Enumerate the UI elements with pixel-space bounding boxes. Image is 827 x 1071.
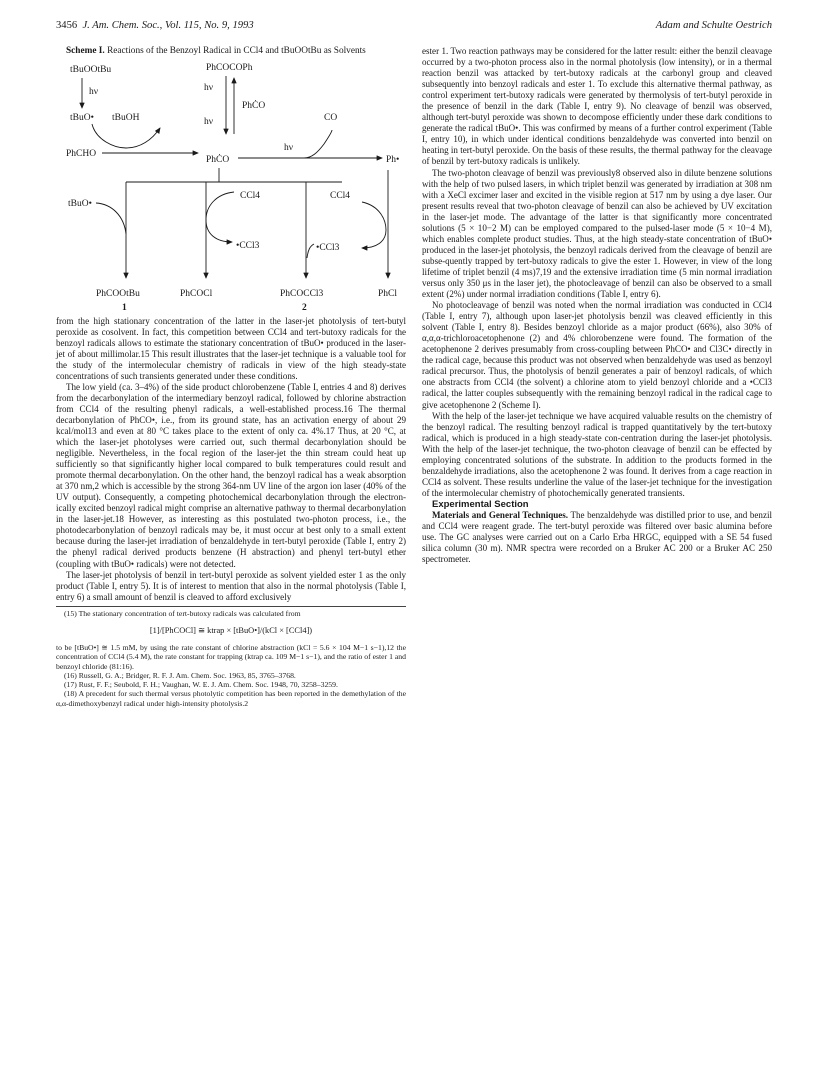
scheme-phco-reverse: PhĊO: [242, 100, 266, 111]
journal-citation: J. Am. Chem. Soc., Vol. 115, No. 9, 1993: [82, 20, 254, 31]
experimental-body: The benzaldehyde was distilled prior to use, and benzil and CCl4 were reagent grade. The tert-butyl peroxide was filtered over basic alumina before use. The GC analyses were carried out on a Carlo Erba HRGC, equipped with a SE 54 fused silica column (30 m). NMR spectra were recorded on a Bruker AC 200 or a Bruker AC 250 spectrometer.: [422, 509, 772, 565]
left-paragraph: The laser-jet photolysis of benzil in tert-butyl peroxide as solvent yielded ester 1 as the only product (Table I, entry 5). It is of interest to mention that also in the normal photolysis (Table I, entry 6) a small amount of benzil is cleaved to afford exclusively: [56, 569, 406, 602]
section-heading: Experimental Section: [432, 498, 529, 510]
scheme-peroxide: tBuOOtBu: [70, 64, 112, 75]
scheme-product-chloride: PhCOCl: [180, 288, 213, 299]
header-left: [56, 20, 254, 31]
scheme-tbuo-radical-top: tBuO•: [70, 112, 94, 123]
scheme-tbuo-radical-mid: tBuO•: [68, 198, 92, 209]
scheme-benzaldehyde: PhCHO: [66, 148, 97, 159]
footnote-18: (18) A precedent for such thermal versus photolytic competition has been reported in the demethylation of the α,α-dimethoxybenzyl radical under high-intensity photolysis.2: [56, 689, 406, 708]
scheme-product-acetophenone: PhCOCCl3: [280, 288, 324, 299]
right-paragraph: With the help of the laser-jet technique we have acquired valuable results on the chemistry of the benzoyl radical. The resulting benzoyl radical is trapped quantitatively by the tert-butoxy radical, which is produced in a high steady-state con-centration during the laser-jet photolysis. With the help of the laser-jet technique, the two-photon cleavage of benzil can be effected by employing concentrated solutions of the substrate. In addition to the products formed in the benzaldehyde irradiations, also the acetophenone 2 was found. It derives from a cage reaction in CCl4 as solvent. These results underline the value of the laser-jet technique for the investigation of the intermolecular chemistry of photochemically generated transients.: [422, 410, 772, 498]
page-number: 3456: [56, 20, 78, 31]
scheme-ccl4-a: CCl4: [240, 190, 261, 201]
experimental-run-title: Materials and General Techniques.: [432, 509, 569, 520]
scheme-caption: [56, 46, 406, 58]
ccl4-abstraction-curve: [206, 192, 234, 242]
scheme-ccl4-b: CCl4: [330, 190, 351, 201]
scheme-number-1: 1: [122, 302, 127, 313]
scheme-product-ester: PhCOOtBu: [96, 288, 140, 299]
scheme-benzil: PhCOCOPh: [206, 62, 253, 73]
reaction-scheme: [56, 58, 406, 314]
header-authors: Adam and Schulte Oestrich: [655, 20, 772, 31]
right-paragraph: No photocleavage of benzil was noted when the normal irradiation was conducted in CCl4 (Table I, entry 7), although upon laser-jet photolysis benzil was cleaved efficiently in this solvent (Table I, entry 8). Besides benzoyl chloride as a major product (66%), also 30% of α,α,α-trichloroacetophenone (2) and 4% chlorobenzene were found. The formation of the acetophenone 2 derives presumably from cross-coupling between PhCO• and Cl3C• directly in the radical cage, because this product was not observed when benzaldehyde was used as benzoyl radical precursor. Thus, the photolysis of benzil generates a pair of benzoyl radicals, of which one abstracts from CCl4 (the solvent) a chlorine atom to yield benzoyl chloride and a •CCl3 radical, the latter couples subsequently with the remaining benzoyl radical in the radical cage to give acetophenone 2 (Scheme I).: [422, 300, 772, 410]
right-column: [422, 46, 772, 565]
scheme-hv-benzil-2: hν: [204, 116, 214, 127]
scheme-ccl3-a: •CCl3: [236, 240, 260, 251]
ccl4-second-curve: [362, 202, 386, 248]
left-column: [56, 46, 406, 708]
footnote-equation: [1]/[PhCOCl] ≅ ktrap × [tBuO•]/(kCl × [CCl4]): [149, 625, 313, 635]
footnote-rule: [56, 606, 406, 607]
footnotes: [56, 609, 406, 708]
scheme-hv-benzil-1: hν: [204, 82, 214, 93]
scheme-caption-text: Reactions of the Benzoyl Radical in CCl4 and tBuOOtBu as Solvents: [107, 46, 366, 56]
scheme-tbuoh: tBuOH: [112, 112, 140, 123]
scheme-number-2: 2: [302, 302, 307, 313]
scheme-phenyl-radical: Ph•: [386, 154, 400, 165]
scheme-hv-decarbonylation: hν: [284, 142, 294, 153]
footnote-15: (15) The stationary concentration of tert-butoxy radicals was calculated from: [64, 608, 301, 618]
right-paragraph: ester 1. Two reaction pathways may be considered for the latter result: either the benzil cleavage occurred by a two-photon process also in the normal photolysis (low intensity), or in a thermal reaction benzil was attacked by tert-butoxy radicals at the carbonyl group and cleaved subsequently into benzoyl radicals and ester 1. To exclude this alternative thermal pathway, as control experiment tert-butoxy radicals were generated by thermolysis of tert-butyl peroxide in the presence of benzil in the dark (Table I, entry 9). No cleavage of benzil was observed, although tert-butyl peroxide was shown to decompose efficiently under these dark conditions to generate the radical tBuO•. This was confirmed by means of a further control experiment (Table I, entry 10), in which under identical conditions benzaldehyde was converted into benzil on heating in tert-butyl peroxide. On the basis of these results, the thermal pathway for the cleavage of benzil by tert-butoxy radicals is unlikely.: [422, 46, 772, 167]
scheme-co: CO: [324, 112, 338, 123]
scheme-product-chlorobenzene: PhCl: [378, 288, 398, 299]
scheme-label: Scheme I.: [66, 46, 105, 56]
scheme-ccl3-b: •CCl3: [316, 242, 340, 253]
left-paragraph: The low yield (ca. 3–4%) of the side product chlorobenzene (Table I, entries 4 and 8) derives from the decarbonylation of the intermediary benzoyl radical, followed by chlorine abstraction from CCl4 of the resulting phenyl radicals, a well-established process.16 The thermal decarbonylation of PhCO•, i.e., from its ground state, has an activation energy of about 29 kcal/mol13 and even at 80 °C takes place to the extent of only ca. 4%.17 Thus, at 20 °C, at which the laser-jet photolyses were carried out, such thermal decarbonylation should be negligible. Nevertheless, in the focal region of the laser-jet the thin stream could heat up sufficiently so that significantly higher local compared to bulk temperatures could result and promote thermal decarbonylation. On the other hand, the benzoyl radical has a weak absorption at 370 nm,2 which is accessible by the strong 364-nm UV line of the argon ion laser (40% of the UV output). Consequently, a competing photochemical decarbonylation through the electron-ically excited benzoyl radical might comprise an alternative pathway to thermal decarbonylation in the laser-jet.18 However, as interesting as this postulated two-photon process, i.e., the photodecarbonylation of benzoyl radicals may be, it must occur at best only to a small extent because during the laser-jet irradiation of benzaldehyde in tert-butyl peroxide (Table I, entry 2) the phenyl radical derived products benzene (H abstraction) and phenyl tert-butyl ether (coupling with tBuO• radicals) were not detected.: [56, 381, 406, 569]
tbuo-coupling-curve: [96, 203, 126, 234]
co-loss-curve: [304, 130, 332, 158]
right-paragraph: The two-photon cleavage of benzil was previously8 observed also in dilute benzene solutions with the help of two pulsed lasers, in which triplet benzil was generated by irradiation at 308 nm with a XeCl excimer laser and excited in the visible region at 517 nm by using a dye laser. Our present results reveal that two-photon cleavage of benzil can also be achieved by UV excitation in the laser-jet mode. The advantage of the latter is that significantly more concentrated solutions (5 × 10−2 M) can be employed compared to the pulsed-laser mode (5 × 10−4 M), which enables complete product studies. Thus, at the high steady-state concentration of tBuO• produced in the laser-jet photolysis, the benzoyl radicals derived from the cleavage of benzil are subse-quently trapped by tert-butoxy radicals to give the ester 1. However, in view of the long lifetime of triplet benzil (4 ms)7,19 and the extensive irradiation time (5 min normal irradiation versus only 350 μs in the laser jet), the photocleavage of benzil can also be observed to a small extent (2%) under normal irradiation conditions (Table I, entry 6).: [422, 167, 772, 300]
scheme-benzoyl-radical: PhĊO: [206, 154, 230, 165]
footnote-17: (17) Rust, F. F.; Seubold, F. H.; Vaughan, W. E. J. Am. Chem. Soc. 1948, 70, 3258–3259.: [64, 680, 338, 690]
footnote-15-continued: to be [tBuO•] ≅ 1.5 mM, by using the rate constant of chlorine abstraction (kCl = 5.6 × 104 M−1 s−1),12 the concentration of CCl4 (5.4 M), the rate constant for trapping (ktrap ca. 109 M−1 s−1), and the ratio of ester 1 and benzoyl chloride (81:16).: [56, 643, 406, 671]
h-abstraction-curve: [92, 124, 160, 148]
scheme-hv-peroxide: hν: [89, 86, 99, 97]
experimental-paragraph: [422, 510, 772, 565]
ccl3-coupling-curve: [307, 244, 314, 258]
footnote-16: (16) Russell, G. A.; Bridger, R. F. J. Am. Chem. Soc. 1963, 85, 3765–3768.: [64, 670, 296, 680]
page-header: [56, 20, 772, 36]
left-paragraph: from the high stationary concentration of the latter in the laser-jet photolysis of tert-butyl peroxide as cosolvent. In fact, this competition between CCl4 and tert-butoxy radicals for the benzoyl radicals allows to estimate the stationary concentration of tBuO• produced in the laser-jet of about millimolar.15 This result illustrates that the laser-jet technique is a valuable tool for the study of the intermolecular chemistry of radicals in view of the high steady-state concentrations of such transients generated under these conditions.: [56, 315, 406, 381]
